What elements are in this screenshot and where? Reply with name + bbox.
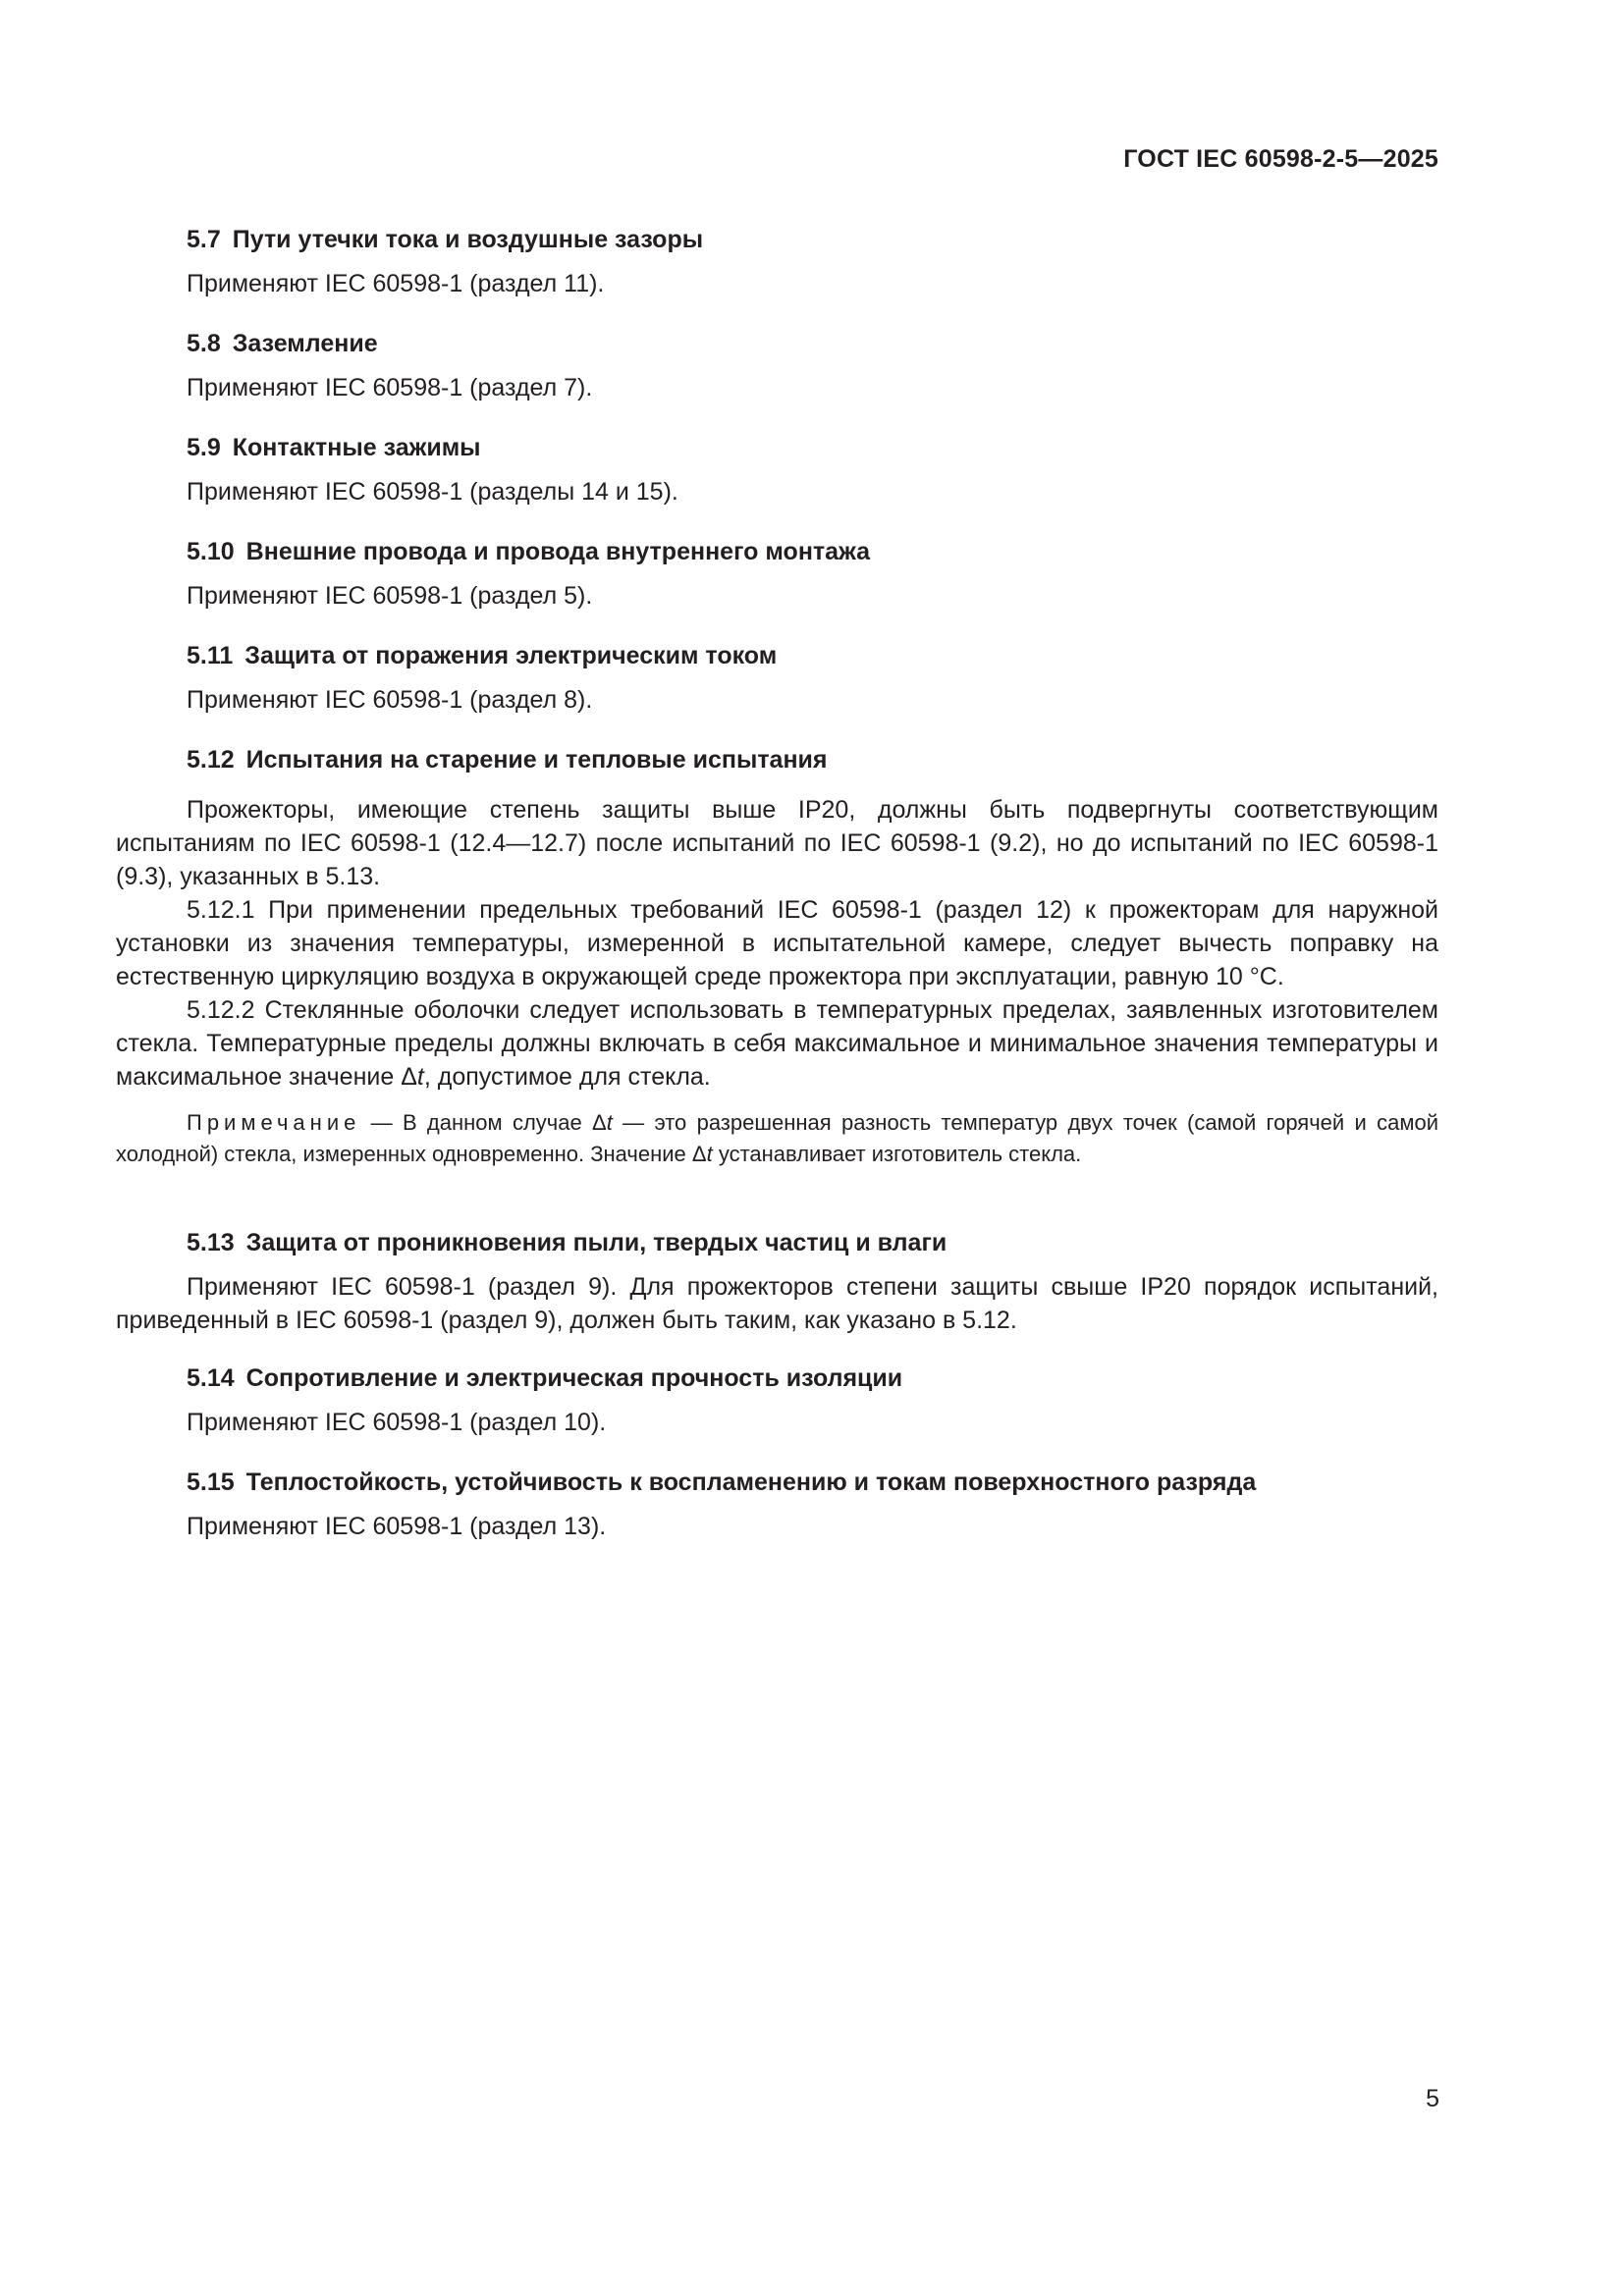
section-text: Применяют IEC 60598-1 (разделы 14 и 15). xyxy=(187,478,678,506)
section-text: Применяют IEC 60598-1 (раздел 10). xyxy=(187,1409,607,1436)
page-number: 5 xyxy=(1426,2085,1439,2112)
paragraph-5-12-1: 5.12.1 При применении предельных требований IEC 60598-1 (раздел 12) к прожекторам для наружной установки из значения температуры, измеренной в испытательной камере, следует вычесть поправку на естественную циркуляцию воздуха в окружающей среде прожектора при эксплуатации, равную 10 °C. xyxy=(116,896,1438,990)
variable-t: t xyxy=(606,1110,613,1135)
section-5-7 xyxy=(116,222,1438,300)
section-heading xyxy=(187,1361,1438,1396)
section-title: Испытания на старение и тепловые испытания xyxy=(245,746,828,774)
variable-t: t xyxy=(706,1142,713,1166)
variable-t: t xyxy=(416,1063,424,1091)
section-title: Защита от поражения электрическим током xyxy=(244,642,778,669)
section-5-12 xyxy=(116,742,1438,1170)
note-text: устанавливает изготовитель стекла. xyxy=(712,1142,1082,1166)
section-number: 5.8 xyxy=(187,330,221,357)
section-number: 5.7 xyxy=(187,226,221,253)
section-number: 5.11 xyxy=(187,642,234,669)
section-5-9 xyxy=(116,430,1438,508)
section-number: 5.9 xyxy=(187,434,221,461)
paragraph-5-12-intro: Прожекторы, имеющие степень защиты выше IP20, должны быть подвергнуты соответствующим испытаниям по IEC 60598-1 (12.4—12.7) после испытаний по IEC 60598-1 (9.2), но до испытаний по IEC 60598-1 (9.3), указанных в 5.13. xyxy=(116,796,1438,890)
section-heading xyxy=(187,326,1438,361)
paragraph-5-12-2 xyxy=(116,993,1438,1094)
section-title: Теплостойкость, устойчивость к воспламенению и токам поверхностного разряда xyxy=(245,1468,1257,1496)
section-title: Внешние провода и провода внутреннего монтажа xyxy=(245,538,870,565)
section-heading xyxy=(187,638,1438,673)
section-title: Защита от проникновения пыли, твердых частиц и влаги xyxy=(245,1229,947,1256)
section-title: Заземление xyxy=(232,330,378,357)
section-text: Применяют IEC 60598-1 (раздел 13). xyxy=(187,1513,607,1540)
section-title: Контактные зажимы xyxy=(232,434,481,461)
section-5-14 xyxy=(116,1361,1438,1439)
section-heading xyxy=(187,534,1438,569)
note-text: — это разрешенная разность температур двух точек (самой горячей и самой холодной) стекла, измеренных одновременно. Значение Δ xyxy=(116,1110,1438,1166)
note-label: Примечание xyxy=(187,1110,361,1135)
section-number: 5.10 xyxy=(187,538,235,565)
section-heading xyxy=(187,742,1438,777)
section-text: Применяют IEC 60598-1 (раздел 8). xyxy=(187,686,593,714)
section-heading xyxy=(187,1465,1438,1500)
section-5-10 xyxy=(116,534,1438,613)
section-5-8 xyxy=(116,326,1438,404)
paragraph-text: 5.12.2 Стеклянные оболочки следует использовать в температурных пределах, заявленных изготовителем стекла. Температурные пределы должны включать в себя максимальное и минимальное значения температуры и максимальное значение Δ xyxy=(116,996,1438,1091)
section-5-11 xyxy=(116,638,1438,717)
section-heading xyxy=(187,222,1438,257)
section-5-15 xyxy=(116,1465,1438,1543)
section-heading xyxy=(187,430,1438,465)
section-text: Применяют IEC 60598-1 (раздел 9). Для прожекторов степени защиты свыше IP20 порядок испытаний, приведенный в IEC 60598-1 (раздел 9), должен быть таким, как указано в 5.12. xyxy=(116,1273,1438,1334)
section-number: 5.14 xyxy=(187,1364,235,1392)
section-number: 5.13 xyxy=(187,1229,235,1256)
document-code: ГОСТ IEC 60598-2-5—2025 xyxy=(1123,145,1438,173)
section-number: 5.12 xyxy=(187,746,235,774)
section-title: Пути утечки тока и воздушные зазоры xyxy=(232,226,704,253)
section-text: Применяют IEC 60598-1 (раздел 7). xyxy=(187,374,593,401)
section-title: Сопротивление и электрическая прочность изоляции xyxy=(245,1364,903,1392)
section-number: 5.15 xyxy=(187,1468,235,1496)
paragraph-text: , допустимое для стекла. xyxy=(423,1063,711,1091)
section-text: Применяют IEC 60598-1 (раздел 11). xyxy=(187,270,605,297)
note xyxy=(116,1107,1438,1170)
section-text: Применяют IEC 60598-1 (раздел 5). xyxy=(187,582,593,610)
section-5-13 xyxy=(116,1225,1438,1337)
note-text: — В данном случае Δ xyxy=(360,1110,607,1135)
document-body xyxy=(116,222,1438,1569)
section-heading xyxy=(187,1225,1438,1260)
